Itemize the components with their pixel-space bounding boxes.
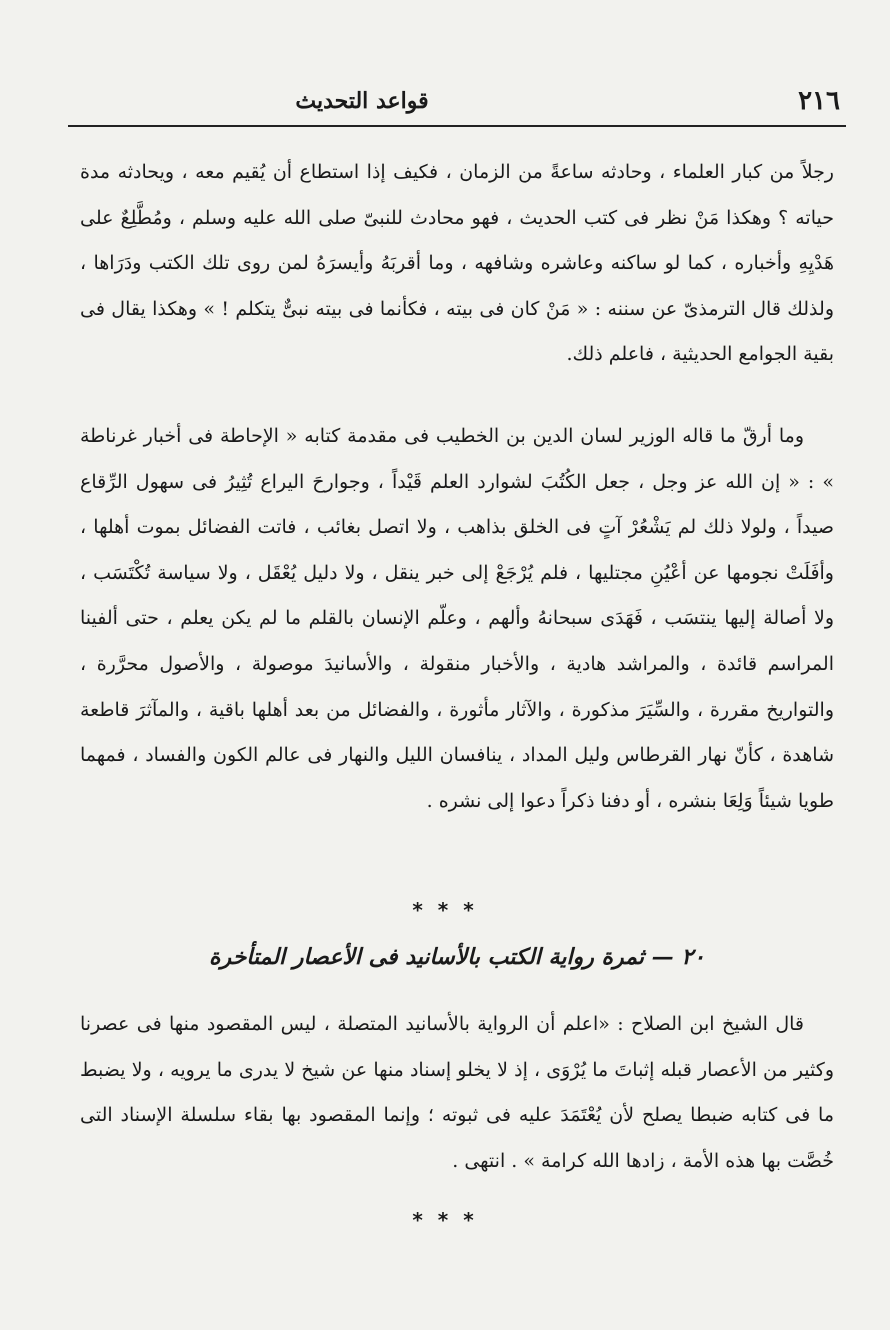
paragraph-2: وما أرقّ ما قاله الوزير لسان الدين بن الخطيب فى مقدمة كتابه « الإحاطة فى أخبار غرناطة » : « إن الله عز وجل ، جعل الكُتُبَ لشوارد العلم قَيْداً ، وجوارحَ اليراع تُثِيرُ فى سهول الرِّقاع صيداً ، ولولا ذلك لم يَشْعُرْ آتٍ فى الخلق بذاهب ، ولا اتصل بغائب ، فاتت الفضائل بموت أهلها ، وأفَلَتْ نجومها عن أعْيُنِ مجتليها ، فلم يُرْجَعْ إلى خبر ينقل ، ولا دليل يُعْقَل ، ولا سياسة تُكْتَسَب ، ولا أصالة إليها ينتسَب ، فَهَدَى سبحانهُ وألهم ، وعلّم الإنسان بالقلم ما لم يكن يعلم ، حتى ألفينا المراسم قائدة ، والمراشد هادية ، والأخبار منقولة ، والأسانيدَ موصولة ، والأصول محرَّرة ، والتواريخ مقررة ، والسِّيَرَ مذكورة ، والآثار مأثورة ، والفضائل من بعد أهلها باقية ، والمآثرَ قاطعة شاهدة ، كأنّ نهار القرطاس وليل المداد ، ينافسان الليل والنهار فى عالم الكون والفساد ، فمهما طويا شيئاً وَلِعَا بنشره ، أو دفنا ذكراً دعوا إلى نشره . bbox=[80, 425, 834, 812]
end-separator: * * * bbox=[412, 1208, 478, 1232]
header-rule bbox=[68, 125, 846, 127]
running-title: قواعد التحديث bbox=[295, 88, 429, 114]
paragraph-3: قال الشيخ ابن الصلاح : «اعلم أن الرواية بالأسانيد المتصلة ، ليس المقصود منها فى عصرنا وكثير من الأعصار قبله إثباتَ ما يُرْوَى ، إذ لا يخلو إسناد منها عن شيخ لا يدرى ما يرويه ، ولا يضبط ما فى كتابه ضبطا يصلح لأن يُعْتَمَدَ عليه فى ثبوته ؛ وإنما المقصود بها بقاء سلسلة الإسناد التى خُصَّت بها هذه الأمة ، زادها الله كرامة » . انتهى . bbox=[80, 1013, 834, 1172]
section-separator: * * * bbox=[412, 898, 478, 922]
page-header bbox=[68, 80, 846, 124]
page-number: ٢١٦ bbox=[798, 86, 840, 116]
section-heading: ٢٠ — ثمرة رواية الكتب بالأسانيد فى الأعصار المتأخرة bbox=[209, 944, 705, 970]
paragraph-1: رجلاً من كبار العلماء ، وحادثه ساعةً من الزمان ، فكيف إذا استطاع أن يُقيم معه ، ويحادثه مدة حياته ؟ وهكذا مَنْ نظر فى كتب الحديث ، فهو محادث للنبىّ صلى الله عليه وسلم ، ومُطَّلِعٌ على هَدْيِهِ وأخباره ، كما لو ساكنه وعاشره وشافهه ، وما أقربَهُ وأيسرَهُ لمن روى تلك الكتب ودَرَاها ، ولذلك قال الترمذىّ عن سننه : « مَنْ كان فى بيته ، فكأنما فى بيته نبىٌّ يتكلم ! » وهكذا يقال فى بقية الجوامع الحديثية ، فاعلم ذلك. bbox=[80, 161, 834, 366]
